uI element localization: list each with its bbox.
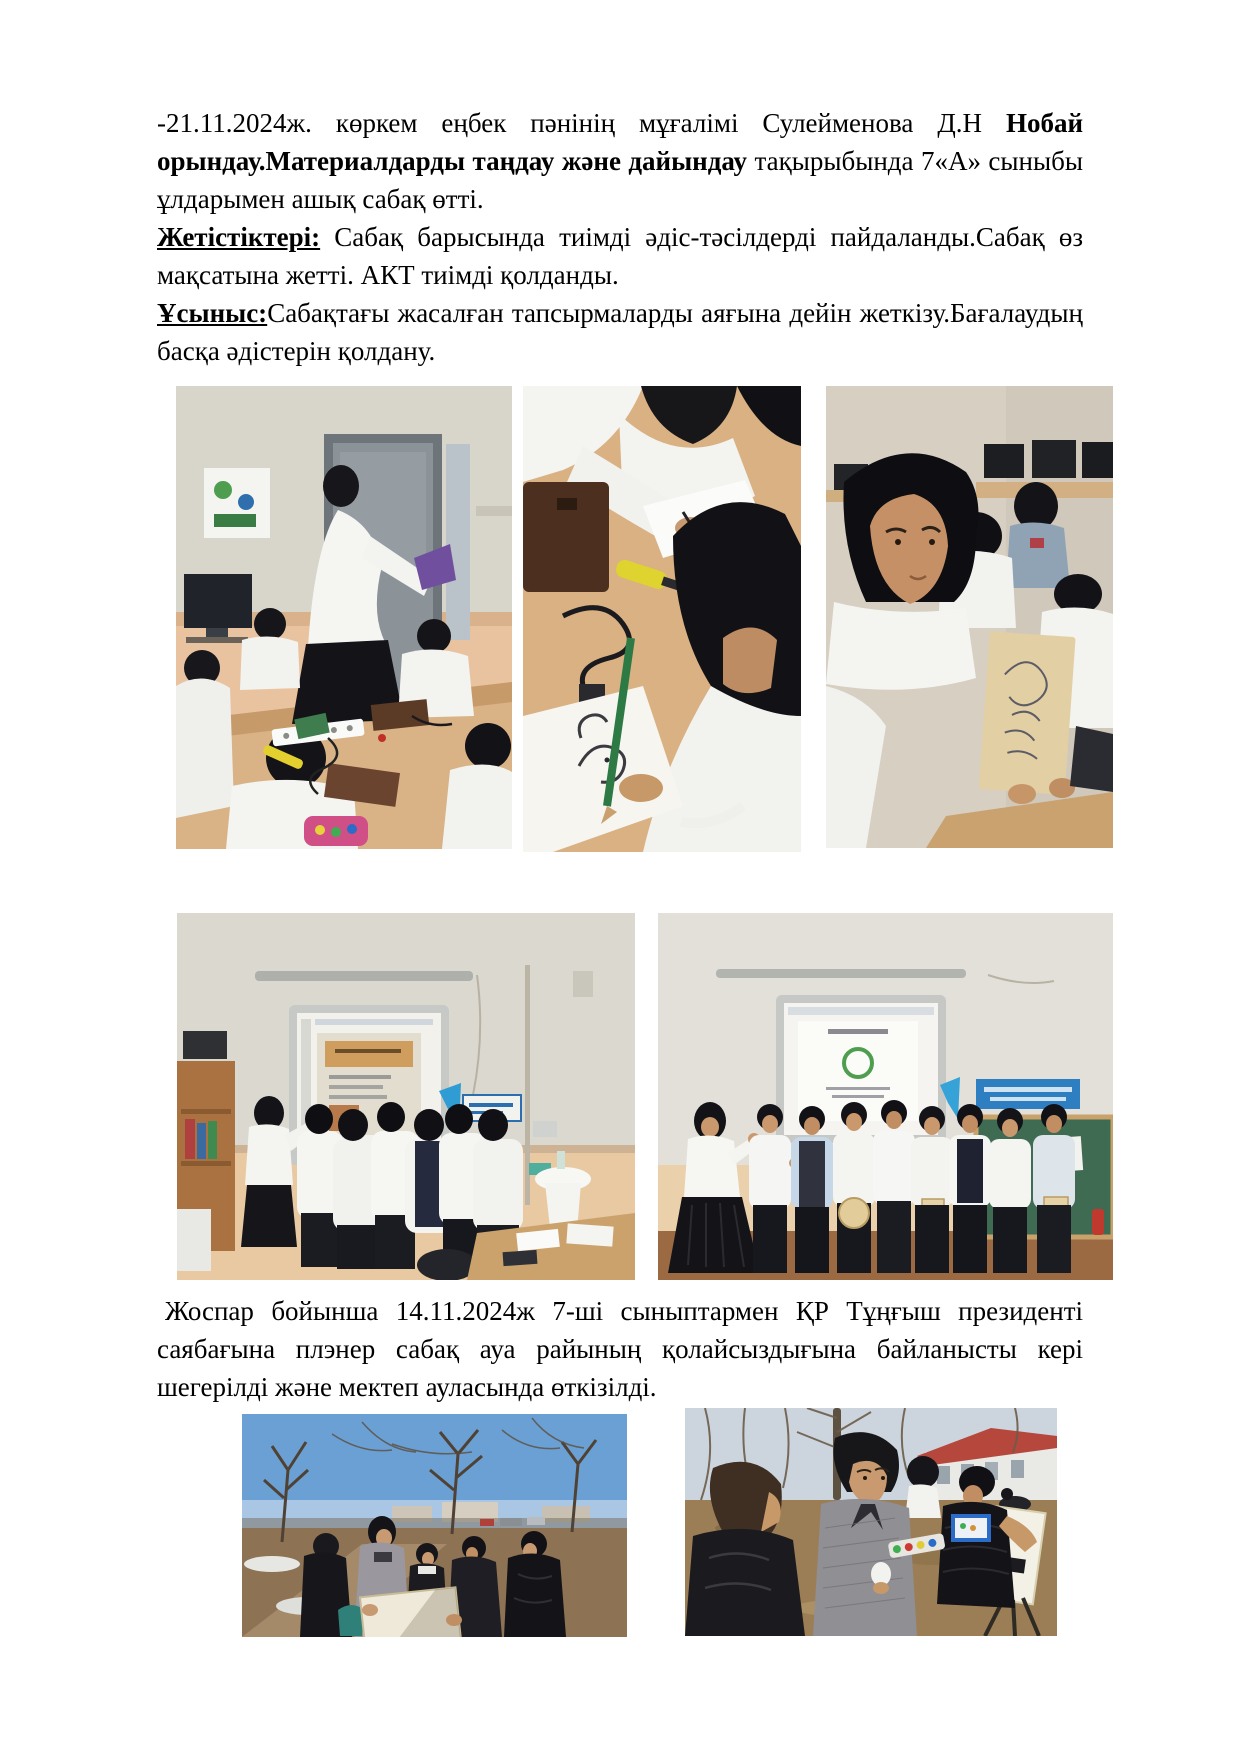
paragraph-achievements [157,218,1083,294]
achievements-text: Сабақ барысында тиімді әдіс-тәсілдерді пайдаланды.Сабақ өз мақсатына жетті. АКТ тиімді қолданды. [157,222,1083,290]
paragraph-plein-air [157,1292,1083,1406]
photo-plein-air-canvas-group [242,1414,627,1637]
paragraph-suggestion [157,294,1083,370]
photo-open-lesson-classroom [176,386,512,849]
plein-air-text: Жоспар бойынша 14.11.2024ж 7-ші сыныптармен ҚР Тұңғыш президенті саябағына плэнер сабақ ауа райының қолайсыздығына байланысты кері шегерілді және мектеп ауласында өткізілді. [157,1296,1083,1402]
text-run-bold-topic: Нобай орындау.Материалдарды таңдау және дайындау [157,108,1083,176]
photo-plein-air-easel [685,1408,1057,1636]
suggestion-text: Сабақтағы жасалған тапсырмаларды аяғына дейін жеткізу.Бағалаудың басқа әдістерін қолдану. [157,298,1083,366]
paragraph-open-lesson [157,104,1083,218]
photo-smartboard-lesson [177,913,635,1280]
photo-students-sketching [523,386,801,852]
plein-air-text-block [157,1292,1083,1406]
text-run: тақырыбында 7«А» сыныбы ұлдарымен ашық сабақ өтті. [157,146,1083,214]
suggestion-label: Ұсыныс: [157,298,268,328]
text-run: -21.11.2024ж. көркем еңбек пәнінің мұғалімі Сулейменова Д.Н [157,108,1006,138]
report-text-block [157,104,1083,370]
photo-class-group-thumbs-up [658,913,1113,1280]
photo-student-showing-board [826,386,1113,848]
achievements-label: Жетістіктері: [157,222,321,252]
